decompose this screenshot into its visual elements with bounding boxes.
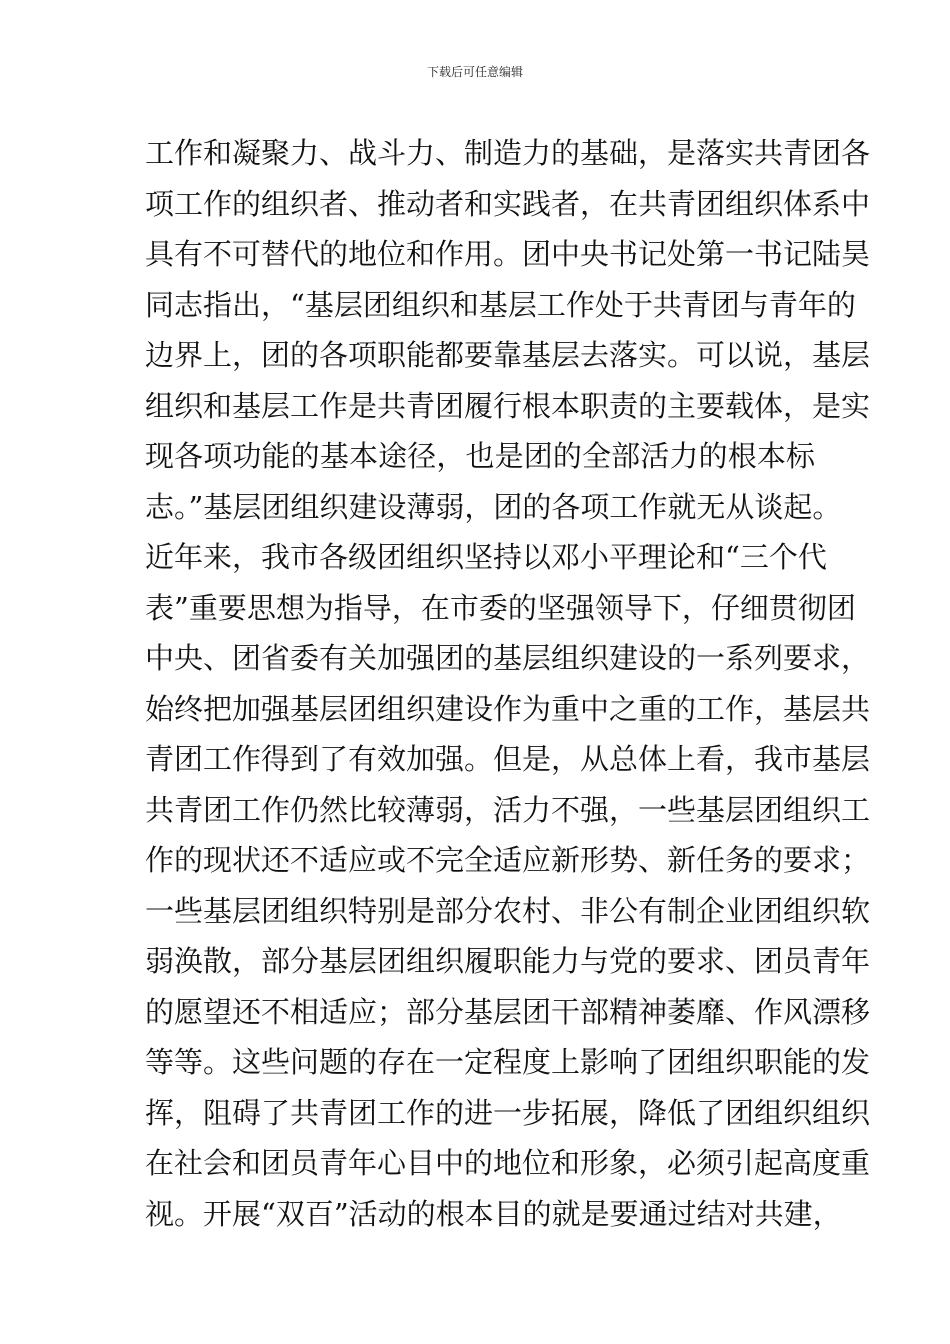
- text-line: 视。开展“双百”活动的根本目的就是要通过结对共建，: [145, 1196, 842, 1231]
- text-line: 现各项功能的基本途径，也是团的全部活力的根本标: [145, 439, 815, 473]
- text-line: 在社会和团员青年心目中的地位和形象，必须引起高度重: [145, 1146, 871, 1180]
- text-line: 中央、团省委有关加强团的基层组织建设的一系列要求，: [145, 641, 871, 675]
- text-line: 一些基层团组织特别是部分农村、非公有制企业团组织软: [145, 893, 871, 928]
- document-body: [145, 128, 871, 1239]
- text-line: 工作和凝聚力、战斗力、制造力的基础，是落实共青团各: [145, 136, 871, 170]
- text-line: 弱涣散，部分基层团组织履职能力与党的要求、团员青年: [145, 944, 871, 978]
- text-line: 挥，阻碍了共青团工作的进一步拓展，降低了团组织组织: [145, 1095, 871, 1130]
- page-header: 下载后可任意编辑: [426, 65, 523, 79]
- text-line: 作的现状还不适应或不完全适应新形势、新任务的要求；: [145, 843, 871, 877]
- text-line: 志。”基层团组织建设薄弱，团的各项工作就无从谈起。: [145, 489, 842, 524]
- text-line: 的愿望还不相适应；部分基层团干部精神萎靡、作风漂移: [145, 994, 871, 1029]
- text-line: 青团工作得到了有效加强。但是，从总体上看，我市基层: [145, 742, 871, 776]
- text-line: 等等。这些问题的存在一定程度上影响了团组织职能的发: [145, 1045, 871, 1079]
- text-line: 项工作的组织者、推动者和实践者，在共青团组织体系中: [145, 186, 871, 221]
- text-line: 近年来，我市各级团组织坚持以邓小平理论和“三个代: [145, 540, 827, 574]
- text-line: 边界上，团的各项职能都要靠基层去落实。可以说，基层: [145, 338, 871, 372]
- text-line: 具有不可替代的地位和作用。团中央书记处第一书记陆昊: [145, 237, 871, 271]
- text-line: 始终把加强基层团组织建设作为重中之重的工作，基层共: [145, 691, 871, 726]
- text-line: 表”重要思想为指导，在市委的坚强领导下，仔细贯彻团: [145, 590, 856, 625]
- text-line: 共青团工作仍然比较薄弱，活力不强，一些基层团组织工: [145, 792, 871, 827]
- text-line: 组织和基层工作是共青团履行根本职责的主要载体，是实: [145, 388, 871, 423]
- text-line: 同志指出，“基层团组织和基层工作处于共青团与青年的: [145, 287, 856, 322]
